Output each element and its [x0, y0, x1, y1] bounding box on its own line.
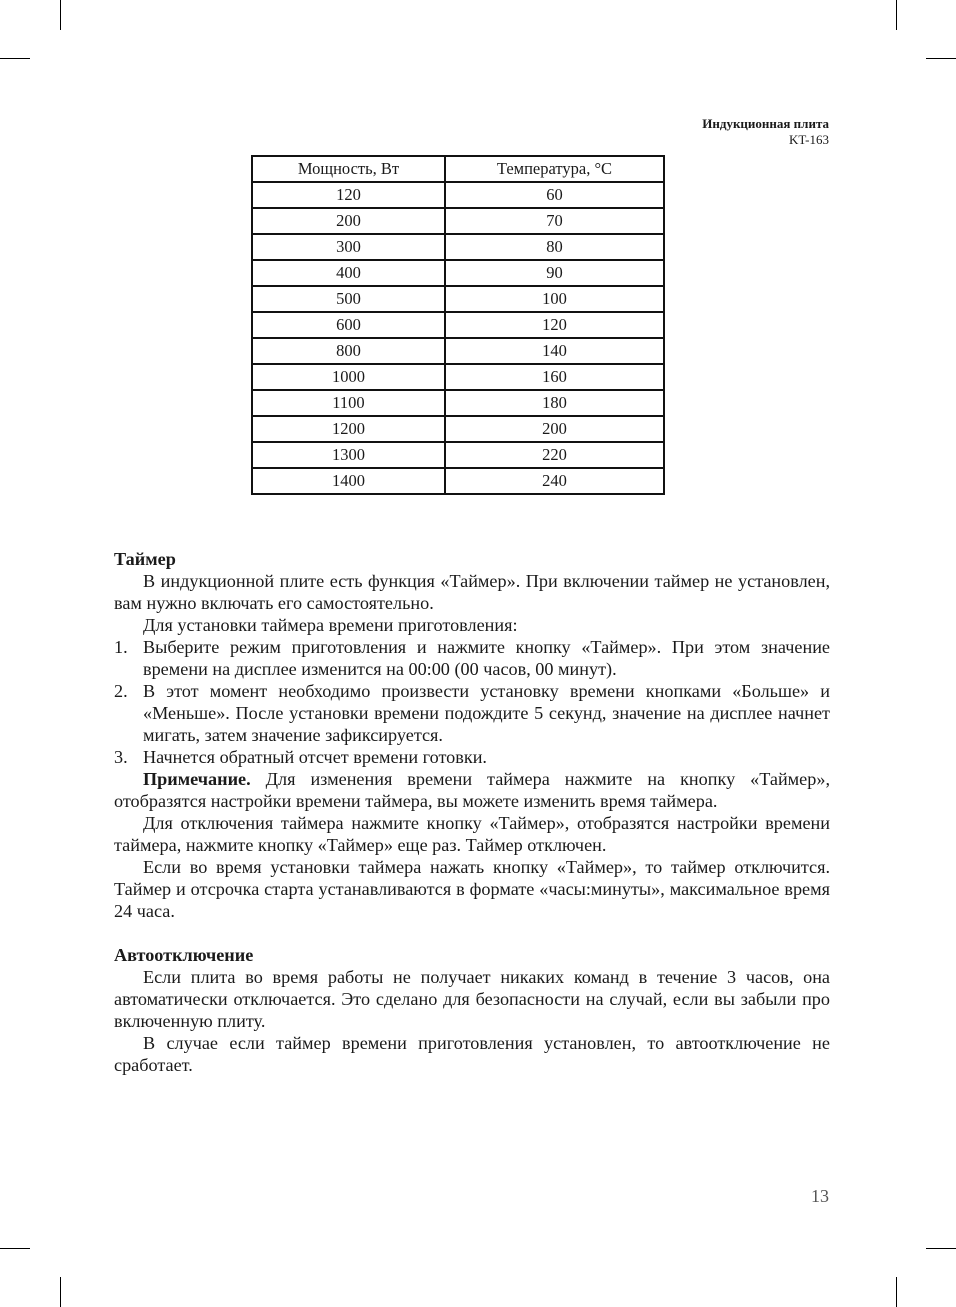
column-header-power: Мощность, Вт — [252, 156, 445, 182]
power-cell: 1300 — [252, 442, 445, 468]
power-cell: 800 — [252, 338, 445, 364]
timer-steps — [114, 636, 830, 768]
table-row — [252, 416, 664, 442]
list-item — [114, 746, 830, 768]
table-row — [252, 208, 664, 234]
table-row — [252, 338, 664, 364]
timer-note — [114, 768, 830, 812]
crop-mark — [896, 1277, 897, 1307]
table-row — [252, 390, 664, 416]
power-cell: 1000 — [252, 364, 445, 390]
power-cell: 1400 — [252, 468, 445, 494]
crop-mark — [926, 58, 956, 59]
power-cell: 500 — [252, 286, 445, 312]
power-cell: 600 — [252, 312, 445, 338]
auto-off-heading: Автоотключение — [114, 945, 254, 965]
table-row — [252, 312, 664, 338]
auto-off-paragraph-1: Если плита во время работы не получает никаких команд в течение 3 часов, она автоматически отключается. Это сделано для безопасности на случай, если вы забыли про включенную плиту. — [114, 967, 830, 1031]
temperature-cell: 90 — [445, 260, 664, 286]
list-item — [114, 636, 830, 680]
table-row — [252, 260, 664, 286]
temperature-cell: 60 — [445, 182, 664, 208]
page-number: 13 — [811, 1186, 829, 1206]
crop-mark — [0, 58, 30, 59]
main-text — [114, 548, 830, 1076]
header-title: Индукционная плита — [702, 116, 829, 131]
note-text: Для изменения времени таймера нажмите на кнопку «Таймер», отобразятся настройки времени таймера, вы можете изменить время таймера. — [114, 769, 830, 811]
power-cell: 1200 — [252, 416, 445, 442]
step-number: 2. — [114, 681, 128, 701]
timer-disable: Для отключения таймера нажмите кнопку «Таймер», отобразятся настройки времени таймера, нажмите кнопку «Таймер» еще раз. Таймер отключен. — [114, 813, 830, 855]
step-text: В этот момент необходимо произвести установку времени кнопками «Больше» и «Меньше». После установки времени подождите 5 секунд, значение на дисплее начнет мигать, затем значение зафиксируется. — [143, 681, 830, 745]
table-row — [252, 364, 664, 390]
table-header-row — [252, 156, 664, 182]
auto-off-paragraph-2: В случае если таймер времени приготовления установлен, то автоотключение не сработает. — [114, 1033, 830, 1075]
power-cell: 120 — [252, 182, 445, 208]
power-cell: 1100 — [252, 390, 445, 416]
temperature-cell: 120 — [445, 312, 664, 338]
timer-heading: Таймер — [114, 549, 176, 569]
crop-mark — [0, 1248, 30, 1249]
temperature-cell: 80 — [445, 234, 664, 260]
table-row — [252, 286, 664, 312]
crop-mark — [60, 0, 61, 30]
temperature-cell: 160 — [445, 364, 664, 390]
timer-intro: В индукционной плите есть функция «Таймер». При включении таймер не установлен, вам нужно включать его самостоятельно. — [114, 571, 830, 613]
temperature-cell: 180 — [445, 390, 664, 416]
step-number: 1. — [114, 637, 128, 657]
crop-mark — [896, 0, 897, 30]
step-number: 3. — [114, 747, 128, 767]
crop-mark — [926, 1248, 956, 1249]
header-model: KT-163 — [789, 132, 829, 147]
table-row — [252, 182, 664, 208]
table-row — [252, 468, 664, 494]
list-item — [114, 680, 830, 746]
timer-format: Если во время установки таймера нажать кнопку «Таймер», то таймер отключится. Таймер и отсрочка старта устанавливаются в формате «часы:минуты», максимальное время 24 часа. — [114, 857, 830, 921]
table-row — [252, 442, 664, 468]
step-text: Выберите режим приготовления и нажмите кнопку «Таймер». При этом значение времени на дисплее изменится на 00:00 (00 часов, 00 минут). — [143, 637, 830, 679]
column-header-temperature: Температура, °C — [445, 156, 664, 182]
temperature-cell: 240 — [445, 468, 664, 494]
temperature-cell: 200 — [445, 416, 664, 442]
table-row — [252, 234, 664, 260]
temperature-cell: 70 — [445, 208, 664, 234]
note-label: Примечание. — [143, 769, 251, 789]
power-temperature-table — [251, 155, 665, 495]
timer-setup: Для установки таймера времени приготовления: — [143, 615, 518, 635]
running-header — [702, 116, 829, 148]
power-cell: 400 — [252, 260, 445, 286]
temperature-cell: 220 — [445, 442, 664, 468]
temperature-cell: 140 — [445, 338, 664, 364]
temperature-cell: 100 — [445, 286, 664, 312]
power-cell: 200 — [252, 208, 445, 234]
power-cell: 300 — [252, 234, 445, 260]
crop-mark — [60, 1277, 61, 1307]
step-text: Начнется обратный отсчет времени готовки. — [143, 747, 487, 767]
